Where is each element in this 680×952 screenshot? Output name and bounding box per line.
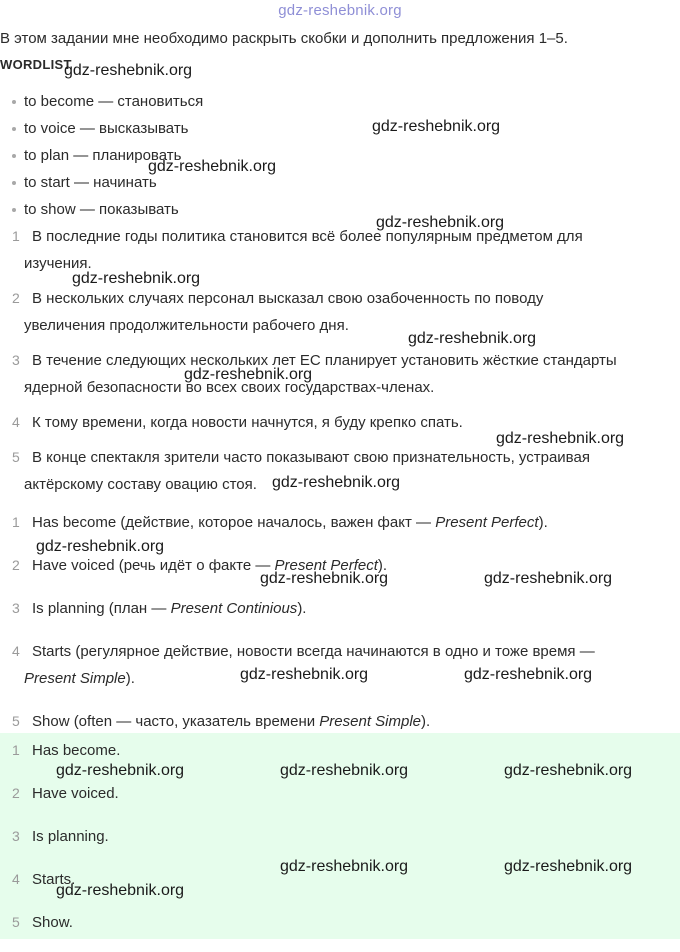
answer-list <box>0 737 120 952</box>
task-intro: В этом задании мне необходимо раскрыть скобки и дополнить предложения 1–5. <box>0 30 568 47</box>
item-number: 2 <box>12 557 20 573</box>
item-number: 2 <box>12 290 20 306</box>
watermark: gdz-reshebnik.org <box>72 270 201 287</box>
item-number: 3 <box>12 828 20 844</box>
item-number: 5 <box>12 449 20 465</box>
watermark: gdz-reshebnik.org <box>64 62 193 79</box>
explanation-list <box>0 509 676 751</box>
sentence-text: К тому времени, когда новости начнутся, я буду крепко спать. <box>32 414 463 431</box>
answer-item <box>0 866 120 909</box>
wordlist <box>0 91 203 226</box>
answer-text: Show. <box>32 914 73 931</box>
sentence-item <box>0 223 676 277</box>
wordlist-item: to become — становиться <box>0 91 203 118</box>
sentence-text-cont: увеличения продолжительности рабочего дня. <box>24 317 349 334</box>
item-number: 5 <box>12 914 20 930</box>
explanation-text: Have voiced (речь идёт о факте — Present Perfect). <box>32 557 388 574</box>
explanation-item <box>0 595 676 622</box>
wordlist-item: to start — начинать <box>0 172 203 199</box>
watermark: gdz-reshebnik.org <box>504 858 633 875</box>
watermark: gdz-reshebnik.org <box>408 330 537 347</box>
sentence-text-cont: изучения. <box>24 255 92 272</box>
sentence-text: В течение следующих нескольких лет ЕС планирует установить жёсткие стандарты <box>32 352 617 369</box>
watermark: gdz-reshebnik.org <box>260 570 389 587</box>
answer-item <box>0 780 120 823</box>
watermark: gdz-reshebnik.org <box>484 570 613 587</box>
item-number: 1 <box>12 514 20 530</box>
watermark: gdz-reshebnik.org <box>36 538 165 555</box>
item-number: 5 <box>12 713 20 729</box>
item-number: 2 <box>12 785 20 801</box>
explanation-text: Has become (действие, которое началось, важен факт — Present Perfect). <box>32 514 548 531</box>
watermark: gdz-reshebnik.org <box>464 666 593 683</box>
explanation-item <box>0 552 676 579</box>
site-header-watermark: gdz-reshebnik.org <box>278 2 402 19</box>
sentence-text-cont: ядерной безопасности во всех своих государствах-членах. <box>24 379 435 396</box>
explanation-item <box>0 708 676 735</box>
watermark: gdz-reshebnik.org <box>272 474 401 491</box>
sentence-text: В конце спектакля зрители часто показывают свою признательность, устраивая <box>32 449 590 466</box>
answer-text: Has become. <box>32 742 121 759</box>
answer-text: Is planning. <box>32 828 109 845</box>
sentence-text: В нескольких случаях персонал высказал свою озабоченность по поводу <box>32 290 544 307</box>
watermark: gdz-reshebnik.org <box>148 158 277 175</box>
watermark: gdz-reshebnik.org <box>280 762 409 779</box>
item-number: 4 <box>12 643 20 659</box>
wordlist-item: to show — показывать <box>0 199 203 226</box>
explanation-text: Show (often — часто, указатель времени Present Simple). <box>32 713 431 730</box>
answer-text: Have voiced. <box>32 785 119 802</box>
watermark: gdz-reshebnik.org <box>56 882 185 899</box>
wordlist-title: WORDLIST <box>0 57 72 72</box>
answer-item <box>0 909 120 952</box>
sentence-item <box>0 285 676 339</box>
item-number: 3 <box>12 352 20 368</box>
item-number: 4 <box>12 414 20 430</box>
explanation-item <box>0 638 676 692</box>
sentence-item <box>0 347 676 401</box>
sentence-text: В последние годы политика становится всё более популярным предметом для <box>32 228 583 245</box>
sentence-item <box>0 409 676 436</box>
explanation-text: Starts (регулярное действие, новости всегда начинаются в одно и тоже время — Present Simple). <box>24 643 595 687</box>
item-number: 1 <box>12 228 20 244</box>
watermark: gdz-reshebnik.org <box>56 762 185 779</box>
watermark: gdz-reshebnik.org <box>496 430 625 447</box>
sentence-item <box>0 444 676 498</box>
explanation-item <box>0 509 676 536</box>
watermark: gdz-reshebnik.org <box>184 366 313 383</box>
answer-text: Starts. <box>32 871 76 888</box>
item-number: 1 <box>12 742 20 758</box>
wordlist-item: to plan — планировать <box>0 145 203 172</box>
wordlist-item: to voice — высказывать <box>0 118 203 145</box>
answer-item <box>0 737 120 780</box>
sentence-list <box>0 223 676 506</box>
answer-item <box>0 823 120 866</box>
watermark: gdz-reshebnik.org <box>280 858 409 875</box>
watermark: gdz-reshebnik.org <box>376 214 505 231</box>
watermark: gdz-reshebnik.org <box>504 762 633 779</box>
explanation-text: Is planning (план — Present Continious). <box>32 600 307 617</box>
item-number: 4 <box>12 871 20 887</box>
sentence-text-cont: актёрскому составу овацию стоя. <box>24 476 257 493</box>
answers-panel <box>0 733 680 939</box>
watermark: gdz-reshebnik.org <box>372 118 501 135</box>
item-number: 3 <box>12 600 20 616</box>
watermark: gdz-reshebnik.org <box>240 666 369 683</box>
